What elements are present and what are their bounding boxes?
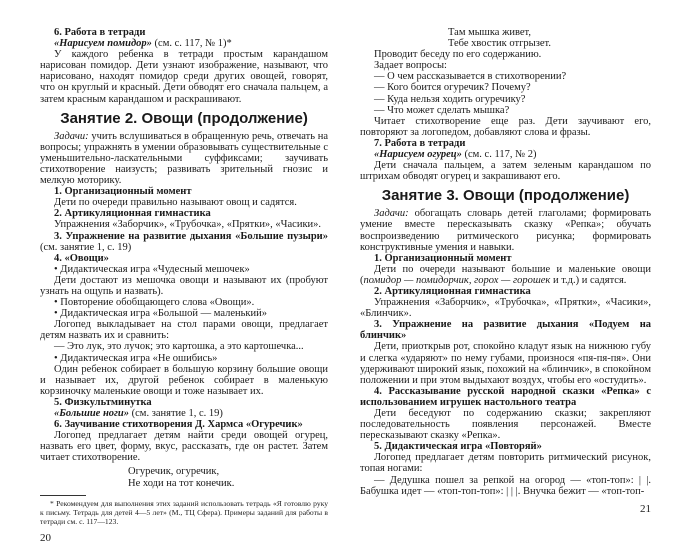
text-run: У каждого ребенка в тетради простым карандашом нарисован помидор. Дети узнают изображение, называют, что нарисовано, находят помидор среди других овощей, говорят, что он круглый и красный. Дети обводят его сначала пальцем, а затем красным карандашом и раскрашивают. xyxy=(40,49,328,105)
page-number-right: 21 xyxy=(640,502,651,515)
paragraph xyxy=(360,94,651,105)
text-run: — О чем рассказывается в стихотворении? xyxy=(374,71,567,83)
text-run: «Большие ноги» xyxy=(54,408,130,419)
section-heading xyxy=(40,27,328,38)
left-page xyxy=(40,27,328,545)
text-run: Читает стихотворение еще раз. Дети заучивают его, повторяют за логопедом, добавляют слова и фразы. xyxy=(360,115,651,138)
lesson-title xyxy=(40,110,328,128)
section-heading xyxy=(40,419,328,430)
text-run: Один ребенок собирает в большую корзину большие овощи и называет их, другой ребенок собирает в маленькую корзиночку маленькие овощи и тоже называет их. xyxy=(40,363,328,397)
text-run: Дети достают из мешочка овощи и называют их (пробуют узнать на ощупь и назвать). xyxy=(40,274,328,297)
text-run: учить вслушиваться в обращенную речь, отвечать на вопросы; упражнять в умении образовывать существительные с уменьшительно-ласкательными суффиксами; заучивать стихотворение наизусть; развивать зрительный гнозис и мелкую моторику. xyxy=(40,130,328,187)
text-run: Задает вопросы: xyxy=(374,60,447,72)
paragraph xyxy=(40,264,328,275)
text-run: — Это лук, это лучок; это картошка, а это картошечка... xyxy=(54,341,304,353)
section-heading xyxy=(360,138,651,149)
text-run: 5. Дидактическая игра «Повторяй» xyxy=(374,441,542,453)
text-run: 3. Упражнение на развитие дыхания «Подуем на блинчик» xyxy=(360,319,651,342)
text-run: Проводит беседу по его содержанию. xyxy=(374,49,542,61)
text-run: «Нарисуем помидор» xyxy=(54,38,152,50)
paragraph xyxy=(360,341,651,385)
text-run: — Дедушка пошел за репкой на огород — «топ-топ»: | |. Бабушка идет — «топ-топ-топ»: | | |. Внучка бежит — «топ-топ- xyxy=(360,474,651,497)
text-run: 4. Рассказывание русской народной сказки «Репка» с использованием игрушек настольного театра xyxy=(360,385,651,408)
text-run: Дети, приоткрыв рот, спокойно кладут язык на нижнюю губу и слегка «ударяют» по нему губами, произнося «пя-пя-пя». Они удерживают широкий язык, похожий на «блинчик», в спокойном положении и при этом выдыхают воздух, чтобы его «остудить». xyxy=(360,341,651,386)
section-heading xyxy=(360,319,651,341)
text-run: 3. Упражнение на развитие дыхания «Большие пузыри» xyxy=(54,230,328,242)
text-run: 2. Артикуляционная гимнастика xyxy=(374,285,531,297)
text-run: Логопед предлагает детям повторить ритмический рисунок, топая ногами: xyxy=(360,452,651,475)
text-run: Занятие 2. Овощи (продолжение) xyxy=(60,109,308,127)
text-run: и т.д.) и садятся. xyxy=(550,274,627,286)
text-run: (см. занятие 1, с. 19) xyxy=(129,408,223,419)
text-run: (см. с. 117, № 1)* xyxy=(151,38,232,50)
text-run: Задачи: xyxy=(54,130,89,142)
paragraph xyxy=(40,49,328,104)
text-run: (см. занятие 1, с. 19) xyxy=(40,241,132,253)
paragraph xyxy=(360,475,651,497)
text-run: (см. с. 117, № 2) xyxy=(461,149,537,161)
text-run: — Что может сделать мышка? xyxy=(374,104,510,116)
text-run: • Дидактическая игра «Не ошибись» xyxy=(54,352,218,364)
text-run: • Повторение обобщающего слова «Овощи». xyxy=(54,297,255,309)
poem-line xyxy=(360,38,651,49)
paragraph xyxy=(360,408,651,441)
text-run: «Нарисуем огурец» xyxy=(374,149,462,161)
paragraph xyxy=(360,208,651,252)
text-run: 6. Заучивание стихотворения Д. Хармса «Огуречик» xyxy=(54,419,303,431)
poem-line xyxy=(360,27,651,38)
text-run: Тебе хвостик отгрызет. xyxy=(448,38,551,50)
paragraph xyxy=(360,160,651,182)
section-heading xyxy=(40,397,328,408)
text-run: обогащать словарь детей глаголами; формировать умение вместе пересказывать сказку «Репка»; обучать воспроизведению ритмического рисунка; формировать конструктивные умения и навыки. xyxy=(360,208,651,253)
paragraph xyxy=(360,116,651,138)
paragraph xyxy=(40,319,328,341)
text-run: 5. Физкультминутка xyxy=(54,396,152,408)
section-heading xyxy=(360,253,651,264)
paragraph xyxy=(40,131,328,186)
text-run: Упражнения «Заборчик», «Трубочка», «Прятки», «Часики». xyxy=(54,219,322,231)
footnote-divider xyxy=(40,495,86,496)
text-run: 2. Артикуляционная гимнастика xyxy=(54,208,211,220)
paragraph xyxy=(360,60,651,71)
left-page-body xyxy=(40,27,328,489)
text-run: Упражнения «Заборчик», «Трубочка», «Прятки», «Часики», «Блинчик». xyxy=(360,297,651,320)
section-heading xyxy=(360,441,651,452)
section-heading xyxy=(360,286,651,297)
section-heading xyxy=(40,186,328,197)
text-run: • Дидактическая игра «Чудесный мешочек» xyxy=(54,263,250,275)
paragraph xyxy=(360,149,651,160)
text-run: — Кого боится огуречик? Почему? xyxy=(374,82,531,94)
paragraph xyxy=(360,49,651,60)
poem-line xyxy=(40,466,328,477)
paragraph xyxy=(360,297,651,319)
right-page-body xyxy=(360,27,651,497)
text-run: Логопед выкладывает на стол парами овощи, предлагает детям назвать их и сравнить: xyxy=(40,319,328,342)
paragraph xyxy=(40,408,328,419)
paragraph xyxy=(40,364,328,397)
paragraph xyxy=(40,430,328,463)
text-run: 1. Организационный момент xyxy=(54,186,192,198)
text-run: • Дидактическая игра «Большой — маленький» xyxy=(54,308,267,320)
page-number-left: 20 xyxy=(40,531,51,544)
section-heading xyxy=(40,253,328,264)
text-run: 7. Работа в тетради xyxy=(374,137,466,149)
text-run: Не ходи на тот конечик. xyxy=(128,477,235,489)
section-heading xyxy=(360,386,651,408)
text-run: Там мышка живет, xyxy=(448,27,531,38)
text-run: Занятие 3. Овощи (продолжение) xyxy=(381,187,630,205)
paragraph xyxy=(40,38,328,49)
paragraph xyxy=(40,197,328,208)
section-heading xyxy=(40,208,328,219)
poem-line xyxy=(40,478,328,489)
paragraph xyxy=(40,308,328,319)
text-run: 4. «Овощи» xyxy=(54,252,109,264)
footnote: * Рекомендуем для выполнения этих заданий использовать тетрадь «Я готовлю руку к письму. Тетрадь для детей 4—5 лет» (М., ТЦ Сфера). Примеры заданий для работы в тетради см. с. 117—123. xyxy=(40,498,328,526)
paragraph xyxy=(40,353,328,364)
paragraph xyxy=(40,297,328,308)
text-run: 1. Организационный момент xyxy=(374,252,512,264)
text-run: Огуречик, огуречик, xyxy=(128,466,220,478)
text-run: Дети по очереди называют большие и маленькие овощи ( xyxy=(360,263,651,286)
text-run: Задачи: xyxy=(374,208,409,220)
text-run: Дети беседуют по содержанию сказки; закрепляют последовательность появления персонажей. Вместе пересказывают сказку «Репка». xyxy=(360,408,651,442)
paragraph xyxy=(360,82,651,93)
right-page xyxy=(360,27,651,516)
paragraph xyxy=(360,105,651,116)
text-run: 6. Работа в тетради xyxy=(54,27,146,38)
text-run: Дети по очереди правильно называют овощ и садятся. xyxy=(54,197,297,209)
text-run: Дети сначала пальцем, а затем зеленым карандашом по штрихам обводят огурец и закрашивают его. xyxy=(360,160,651,183)
paragraph xyxy=(360,452,651,474)
paragraph xyxy=(40,219,328,230)
paragraph xyxy=(360,264,651,286)
paragraph xyxy=(40,341,328,352)
text-run: Логопед предлагает детям найти среди овощей огурец, назвать его цвет, форму, вкус, рассказать, где он растет. Затем читает стихотворение. xyxy=(40,430,328,464)
text-run: — Куда нельзя ходить огуречику? xyxy=(374,93,526,105)
text-run: помидор — помидорчик, горох — горошек xyxy=(363,274,551,286)
lesson-title xyxy=(360,187,651,205)
paragraph xyxy=(360,71,651,82)
paragraph xyxy=(40,231,328,253)
paragraph xyxy=(40,275,328,297)
